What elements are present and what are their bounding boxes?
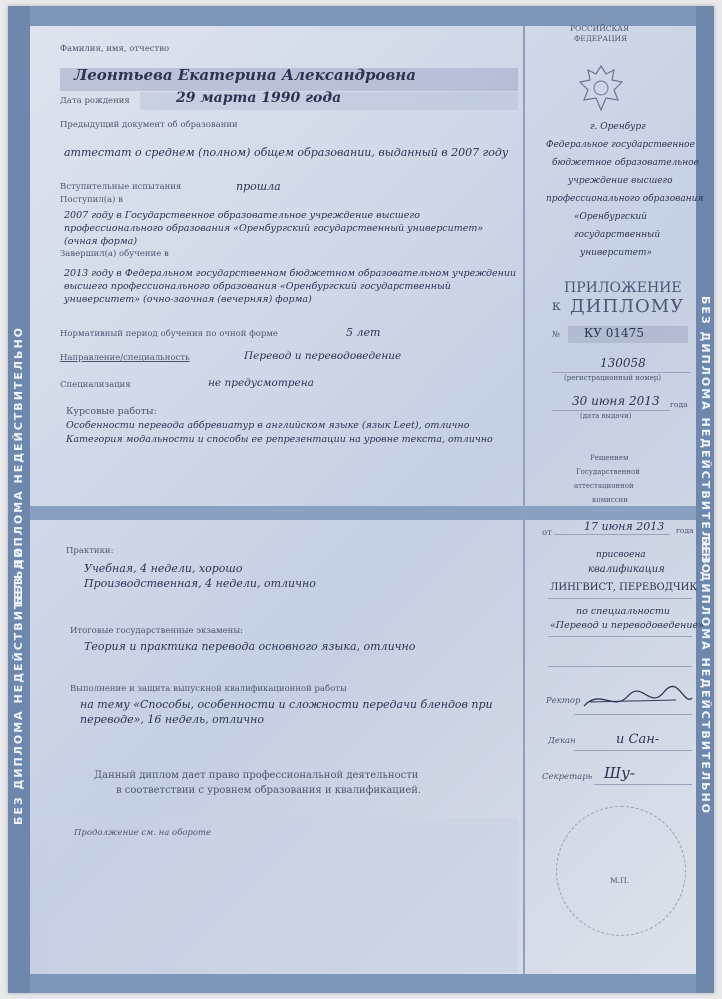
coursework-line-1: Особенности перевода аббревиатур в английском языке (язык Leet), отлично <box>66 420 470 431</box>
birth-label: Дата рождения <box>60 96 130 106</box>
top-border-strip <box>30 6 696 26</box>
entrance-value: прошла <box>236 180 281 193</box>
specialization-label: Специализация <box>60 380 131 390</box>
exams-label: Итоговые государственные экзамены: <box>70 626 243 636</box>
diploma-number: КУ 01475 <box>584 326 644 340</box>
seal-mp: М.П. <box>610 876 629 885</box>
org-line-4: профессионального образования <box>546 194 704 204</box>
rights-line-1: Данный диплом дает право профессиональной деятельности <box>94 770 419 781</box>
org-line-6: государственный <box>574 230 661 240</box>
name-label: Фамилия, имя, отчество <box>60 44 170 54</box>
rector-signature <box>580 682 696 716</box>
border-text-right-top: БЕЗ ДИПЛОМА НЕДЕЙСТВИТЕЛЬНО <box>699 296 712 576</box>
secretary-label: Секретарь <box>542 772 593 782</box>
seal-area <box>556 806 686 936</box>
country-line-1: РОССИЙСКАЯ <box>570 24 630 33</box>
enrolled-label: Поступил(а) в <box>60 195 123 205</box>
org-line-7: университет» <box>580 248 653 258</box>
column-divider <box>523 26 525 974</box>
practice-line-2: Производственная, 4 недели, отлично <box>84 577 316 590</box>
practice-label: Практики: <box>66 546 114 556</box>
exams-value: Теория и практика перевода основного языка, отлично <box>84 640 416 653</box>
coat-of-arms-emblem <box>576 62 626 114</box>
continuation-panel <box>44 818 518 972</box>
org-line-3: учреждение высшего <box>568 176 673 186</box>
issue-suffix: года <box>670 400 688 409</box>
border-text-right-bottom: БЕЗ ДИПЛОМА НЕДЕЙСТВИТЕЛЬНО <box>699 536 712 816</box>
number-prefix: № <box>552 330 561 340</box>
specialty-line <box>548 636 692 637</box>
coursework-line-2: Категория модальности и способы ее репрезентации на уровне текста, отлично <box>66 434 493 445</box>
blank-line <box>548 666 692 667</box>
finished-line-2: высшего профессионального образования «Оренбургский государственный <box>64 281 451 292</box>
secretary-signature: Шу- <box>604 764 635 782</box>
rights-line-2: в соответствии с уровнем образования и квалификацией. <box>116 785 422 796</box>
city: г. Оренбург <box>590 122 646 132</box>
decision-line-2: Государственной <box>576 468 640 476</box>
issue-date-line <box>552 410 670 411</box>
period-label: Нормативный период обучения по очной форме <box>60 329 278 339</box>
specialization-value: не предусмотрена <box>208 377 314 389</box>
by-specialty: по специальности <box>576 606 670 617</box>
org-line-1: Федеральное государственное <box>546 140 695 150</box>
border-text-left-bottom: БЕЗ ДИПЛОМА НЕДЕЙСТВИТЕЛЬНО <box>12 546 25 826</box>
coursework-label: Курсовые работы: <box>66 406 157 417</box>
commission-date-line <box>554 534 670 535</box>
from-label: от <box>542 528 552 538</box>
direction-label: Направление/специальность <box>60 353 190 363</box>
period-value: 5 лет <box>346 326 381 339</box>
title-line-2-k: к <box>552 298 561 314</box>
practice-line-1: Учебная, 4 недели, хорошо <box>84 562 243 575</box>
finished-label: Завершил(а) обучение в <box>60 249 169 259</box>
dean-signature: и Сан- <box>616 732 660 747</box>
enrolled-line-3: (очная форма) <box>64 236 138 247</box>
dean-line <box>574 750 692 751</box>
finished-line-1: 2013 году в Федеральном государственном бюджетном образовательном учреждении <box>64 268 517 279</box>
qualification: ЛИНГВИСТ, ПЕРЕВОДЧИК <box>550 582 698 593</box>
rector-line <box>574 714 692 715</box>
continued-note: Продолжение см. на обороте <box>74 828 212 838</box>
reg-number-line <box>552 372 690 373</box>
org-line-2: бюджетное образовательное <box>552 158 699 168</box>
awarded: присвоена <box>596 550 646 560</box>
dean-label: Декан <box>548 736 576 746</box>
thesis-label: Выполнение и защита выпускной квалификационной работы <box>70 684 347 694</box>
rector-label: Ректор <box>546 696 581 706</box>
decision-line-1: Решением <box>590 454 629 462</box>
direction-value: Перевод и переводоведение <box>244 350 402 362</box>
birth-date: 29 марта 1990 года <box>176 90 342 106</box>
entrance-label: Вступительные испытания <box>60 182 182 192</box>
qualification-label: квалификация <box>588 564 665 575</box>
title-line-2-word: ДИПЛОМУ <box>570 296 685 317</box>
title-line-1: ПРИЛОЖЕНИЕ <box>564 280 682 296</box>
reg-label: (регистрационный номер) <box>564 374 661 382</box>
secretary-line <box>594 784 692 785</box>
border-text-left-top: БЕЗ ДИПЛОМА НЕДЕЙСТВИТЕЛЬНО <box>12 326 25 606</box>
thesis-line-1: на тему «Способы, особенности и сложности передачи блендов при <box>80 698 493 711</box>
thesis-line-2: переводе», 16 недель, отлично <box>80 713 264 726</box>
issue-date: 30 июня 2013 <box>572 394 660 408</box>
decision-line-3: аттестационной <box>574 482 634 490</box>
decision-line-4: комиссии <box>592 496 628 504</box>
diploma-supplement-sheet <box>8 6 714 993</box>
finished-line-3: университет» (очно-заочная (вечерняя) форма) <box>64 294 312 305</box>
prev-doc-value: аттестат о среднем (полном) общем образовании, выданный в 2007 году <box>64 146 509 159</box>
reg-number: 130058 <box>600 356 646 370</box>
commission-suffix: года <box>676 526 694 535</box>
enrolled-line-2: профессионального образования «Оренбургский государственный университет» <box>64 223 484 234</box>
country-line-2: ФЕДЕРАЦИЯ <box>574 34 628 43</box>
bottom-border-strip <box>30 974 696 993</box>
specialty: «Перевод и переводоведение» <box>550 620 704 631</box>
full-name: Леонтьева Екатерина Александровна <box>74 66 416 84</box>
commission-date: 17 июня 2013 <box>584 520 665 533</box>
enrolled-line-1: 2007 году в Государственное образовательное учреждение высшего <box>64 210 420 221</box>
org-line-5: «Оренбургский <box>574 212 647 222</box>
qualification-line <box>548 598 692 599</box>
fold-strip <box>30 506 696 520</box>
prev-doc-label: Предыдущий документ об образовании <box>60 120 238 130</box>
issue-label: (дата выдачи) <box>580 412 632 420</box>
